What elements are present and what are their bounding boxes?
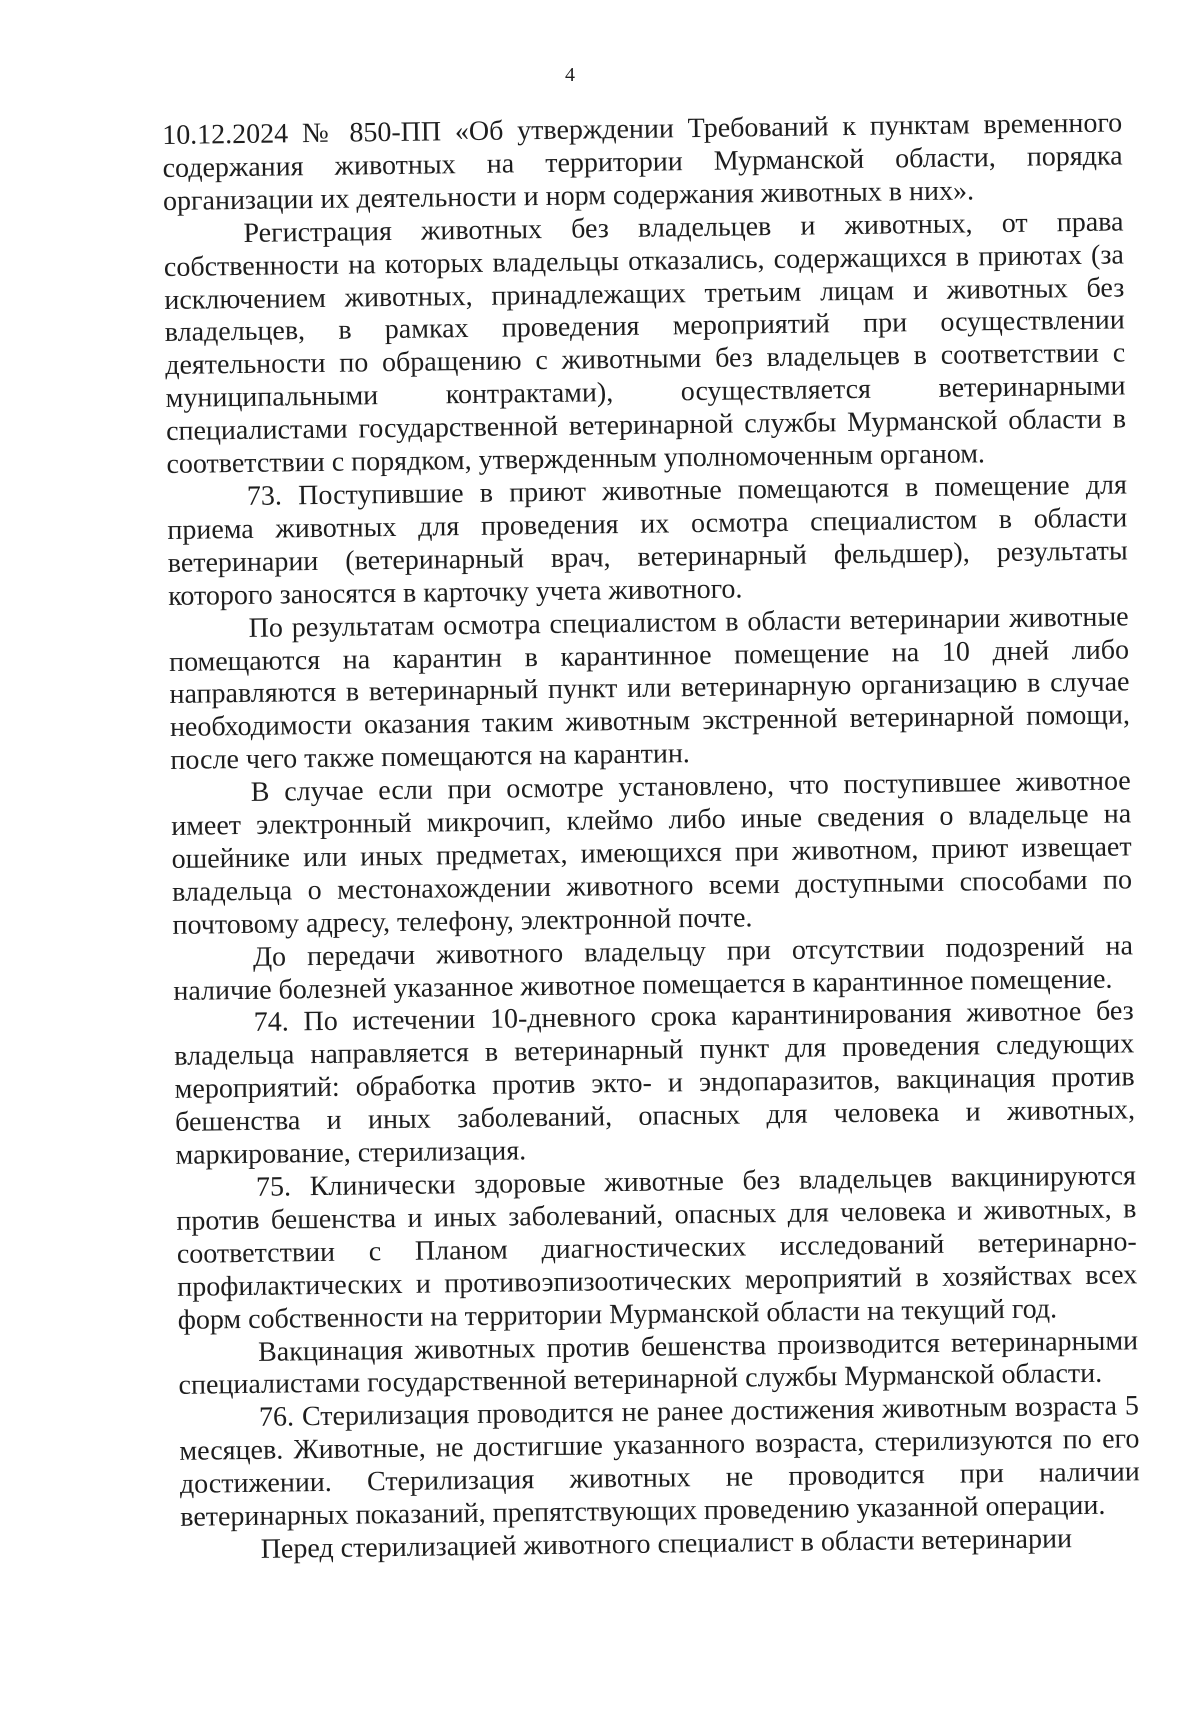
paragraph-decree-reference: 10.12.2024 № 850-ПП «Об утверждении Требований к пунктам временного содержания животных на территории Мурманской области, порядка организации их деятельности и норм содержания животных в них». — [162, 107, 1123, 217]
page-number: 4 — [565, 64, 575, 86]
paragraph-owner-notification: В случае если при осмотре установлено, что поступившее животное имеет электронный микрочип, клеймо либо иные сведения о владельце на ошейнике или иных предметах, имеющихся при животном, приют извещает владельца о местонахождении животного всеми доступными способами по почтовому адресу, телефону, электронной почте. — [171, 765, 1133, 941]
paragraph-before-sterilization: Перед стерилизацией животного специалист в области ветеринарии — [260, 1523, 1073, 1565]
paragraph-quarantine: По результатам осмотра специалистом в области ветеринарии животные помещаются на карантин в карантинное помещение на 10 дней либо направляются в ветеринарный пункт или ветеринарную организацию в случае необходимости оказания таким животным экстренной ветеринарной помощи, после чего также помещаются на карантин. — [168, 600, 1131, 777]
paragraph-vaccination: Вакцинация животных против бешенства производится ветеринарными специалистами государственной ветеринарной службы Мурманской области. — [178, 1324, 1139, 1402]
paragraph-before-transfer: До передачи животного владельцу при отсутствии подозрений на наличие болезней указанное животное помещается в карантинное помещение. — [173, 930, 1134, 1007]
paragraph-76: 76. Стерилизация проводится не ранее достижения животным возраста 5 месяцев. Животные, не достигшие указанного возраста, стерилизуются по его достижении. Стерилизация животных не проводится при наличии ветеринарных показаний, препятствующих проведению указанной операции. — [179, 1390, 1140, 1533]
paragraph-73: 73. Поступившие в приют животные помещаются в помещение для приема животных для проведения их осмотра специалистом в области ветеринарии (ветеринарный врач, ветеринарный фельдшер), результаты которого заносятся в карточку учета животного. — [167, 469, 1128, 612]
paragraph-registration: Регистрация животных без владельцев и животных, от права собственности на которых владельцы отказались, содержащихся в приютах (за исключением животных, принадлежащих третьим лицам и животных без владельцев, в рамках проведения мероприятий при осуществлении деятельности по обращению с животными без владельцев в соответствии с муниципальными контрактами), осуществляется ветеринарными специалистами государственной ветеринарной службы Мурманской области в соответствии с порядком, утвержденным уполномоченным органом. — [163, 206, 1127, 481]
document-body — [162, 107, 1141, 1567]
paragraph-75: 75. Клинически здоровые животные без владельцев вакцинируются против бешенства и иных заболеваний, опасных для человека и животных, в соответствии с Планом диагностических исследований ветеринарно-профилактических и противоэпизоотических мероприятий в хозяйствах всех форм собственности на территории Мурманской области на текущий год. — [176, 1160, 1138, 1336]
paragraph-74: 74. По истечении 10-дневного срока карантинирования животное без владельца направляется в ветеринарный пункт для проведения следующих мероприятий: обработка против экто- и эндопаразитов, вакцинация против бешенства и иных заболеваний, опасных для человека и животных, маркирование, стерилизация. — [174, 995, 1136, 1172]
